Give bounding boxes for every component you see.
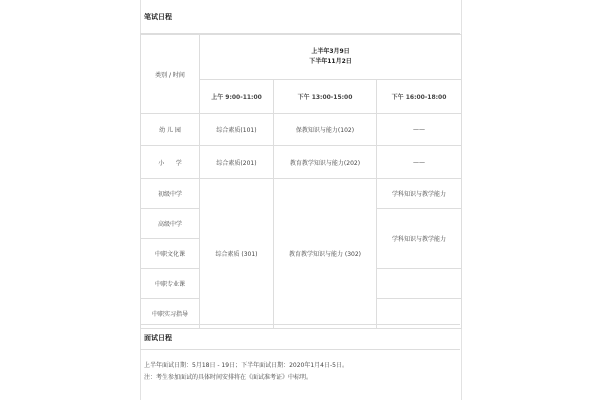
category-vocational-culture: 中职文化课 (141, 239, 200, 269)
category-kindergarten: 幼 儿 园 (141, 114, 200, 146)
category-senior-high: 高级中学 (141, 209, 200, 239)
primary-evening-subject: —— (377, 146, 462, 179)
time-slot-evening: 下午 16:00-18:00 (377, 80, 462, 114)
category-junior-high: 初级中学 (141, 179, 200, 209)
time-slot-afternoon: 下午 13:00-15:00 (274, 80, 377, 114)
senior-vocational-evening-subject: 学科知识与教学能力 (377, 209, 462, 269)
primary-morning-subject: 综合素质(201) (200, 146, 274, 179)
interview-notes (144, 360, 454, 384)
primary-afternoon-subject: 教育教学知识与能力(202) (274, 146, 377, 179)
vocational-professional-evening-empty (377, 269, 462, 299)
header-category-time: 类别 / 时间 (141, 35, 200, 114)
category-vocational-professional: 中职专业课 (141, 269, 200, 299)
time-slot-morning: 上午 9:00-11:00 (200, 80, 274, 114)
junior-high-evening-subject: 学科知识与教学能力 (377, 179, 462, 209)
first-half-date: 上半年3月9日 (311, 48, 350, 55)
kindergarten-afternoon-subject: 保教知识与能力(102) (274, 114, 377, 146)
header-exam-dates (200, 35, 462, 80)
category-primary: 小 学 (141, 146, 200, 179)
category-vocational-internship: 中职实习指导 (141, 299, 200, 329)
written-exam-title: 笔试日程 (140, 0, 460, 34)
merged-afternoon-subject: 教育教学知识与能力 (302) (274, 179, 377, 329)
interview-title: 面试日程 (140, 324, 460, 350)
exam-schedule-table (140, 34, 462, 329)
merged-morning-subject: 综合素质 (301) (200, 179, 274, 329)
second-half-date: 下半年11月2日 (309, 58, 352, 65)
interview-dates-text: 上半年面试日期：5月18日 - 19日；下半年面试日期：2020年1月4日-5日。 (144, 362, 348, 369)
kindergarten-morning-subject: 综合素质(101) (200, 114, 274, 146)
interview-note-text: 注：考生参加面试的具体时间安排将在《面试准考证》中标明。 (144, 374, 313, 381)
kindergarten-evening-subject: —— (377, 114, 462, 146)
